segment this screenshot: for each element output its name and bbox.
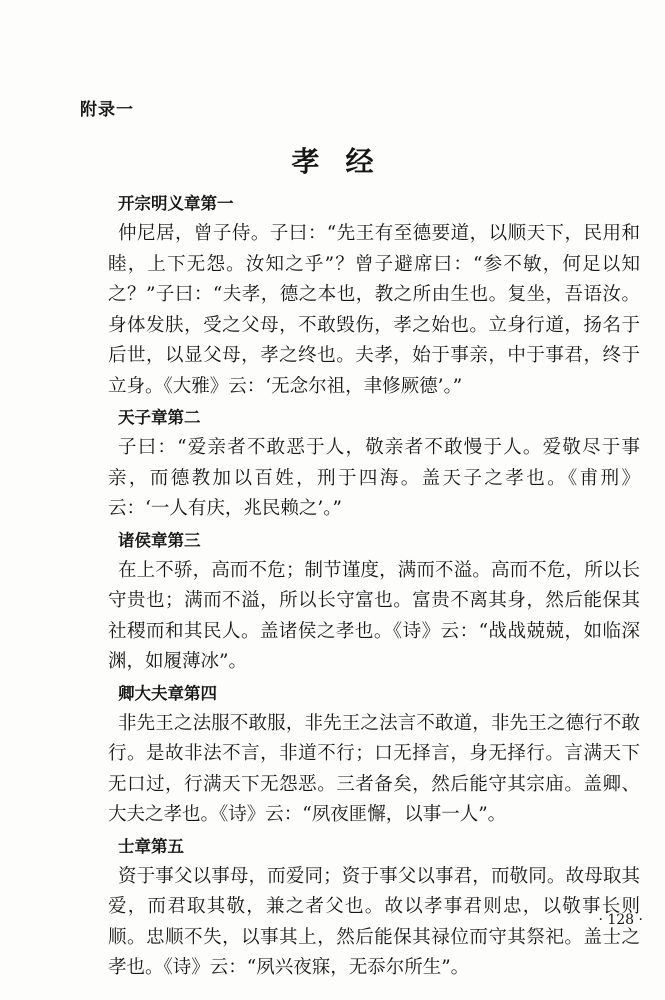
appendix-label: 附录一	[80, 100, 134, 120]
page-title: 孝经	[291, 145, 400, 178]
chapter-text: 资于事父以事母，而爱同；资于事父以事君，而敬同。故母取其爱，而君取其敬，兼之者父也。故以孝事君则忠，以敬事长则顺。忠顺不失，以事其上，然后能保其禄位而守其祭祀。盖士之孝也。《诗》云：“夙兴夜寐，无忝尔所生”。	[108, 865, 640, 978]
chapter-2	[108, 402, 640, 525]
chapter-4	[108, 678, 640, 831]
chapters-container	[108, 188, 640, 984]
chapter-text: 在上不骄，高而不危；制节谨度，满而不溢。高而不危，所以长守贵也；满而不溢，所以长守富也。富贵不离其身，然后能保其社稷而和其民人。盖诸侯之孝也。《诗》云：“战战兢兢，如临深渊，如履薄冰”。	[108, 559, 640, 672]
chapter-5	[108, 831, 640, 984]
chapter-heading: 士章第五	[118, 836, 184, 856]
chapter-heading: 卿大夫章第四	[118, 683, 217, 703]
chapter-heading: 天子章第二	[118, 408, 201, 427]
chapter-heading: 诸侯章第三	[118, 530, 201, 550]
chapter-text: 仲尼居，曾子侍。子曰：“先王有至德要道，以顺天下，民用和睦，上下无怨。汝知之乎”？曾子避席曰：“参不敏，何足以知之？”子曰：“夫孝，德之本也，教之所由生也。复坐，吾语汝。身体发肤，受之父母，不敢毁伤，孝之始也。立身行道，扬名于后世，以显父母，孝之终也。夫孝，始于事亲，中于事君，终于立身。《大雅》云：‘无念尔祖，聿修厥德’。”	[108, 223, 640, 397]
chapter-text: 非先王之法服不敢服，非先王之法言不敢道，非先王之德行不敢行。是故非法不言，非道不行；口无择言，身无择行。言满天下无口过，行满天下无怨恶。三者备矣，然后能守其宗庙。盖卿、大夫之孝也。《诗》云：“夙夜匪懈，以事一人”。	[108, 712, 640, 825]
page-number: · 128 ·	[598, 912, 643, 928]
chapter-3	[108, 525, 640, 678]
chapter-heading: 开宗明义章第一	[118, 194, 234, 213]
chapter-text: 子曰：“爱亲者不敢恶于人，敬亲者不敢慢于人。爱敬尽于事亲，而德教加以百姓，刑于四海。盖天子之孝也。《甫刑》云：‘一人有庆，兆民赖之’。”	[108, 437, 640, 519]
chapter-1	[108, 188, 640, 402]
